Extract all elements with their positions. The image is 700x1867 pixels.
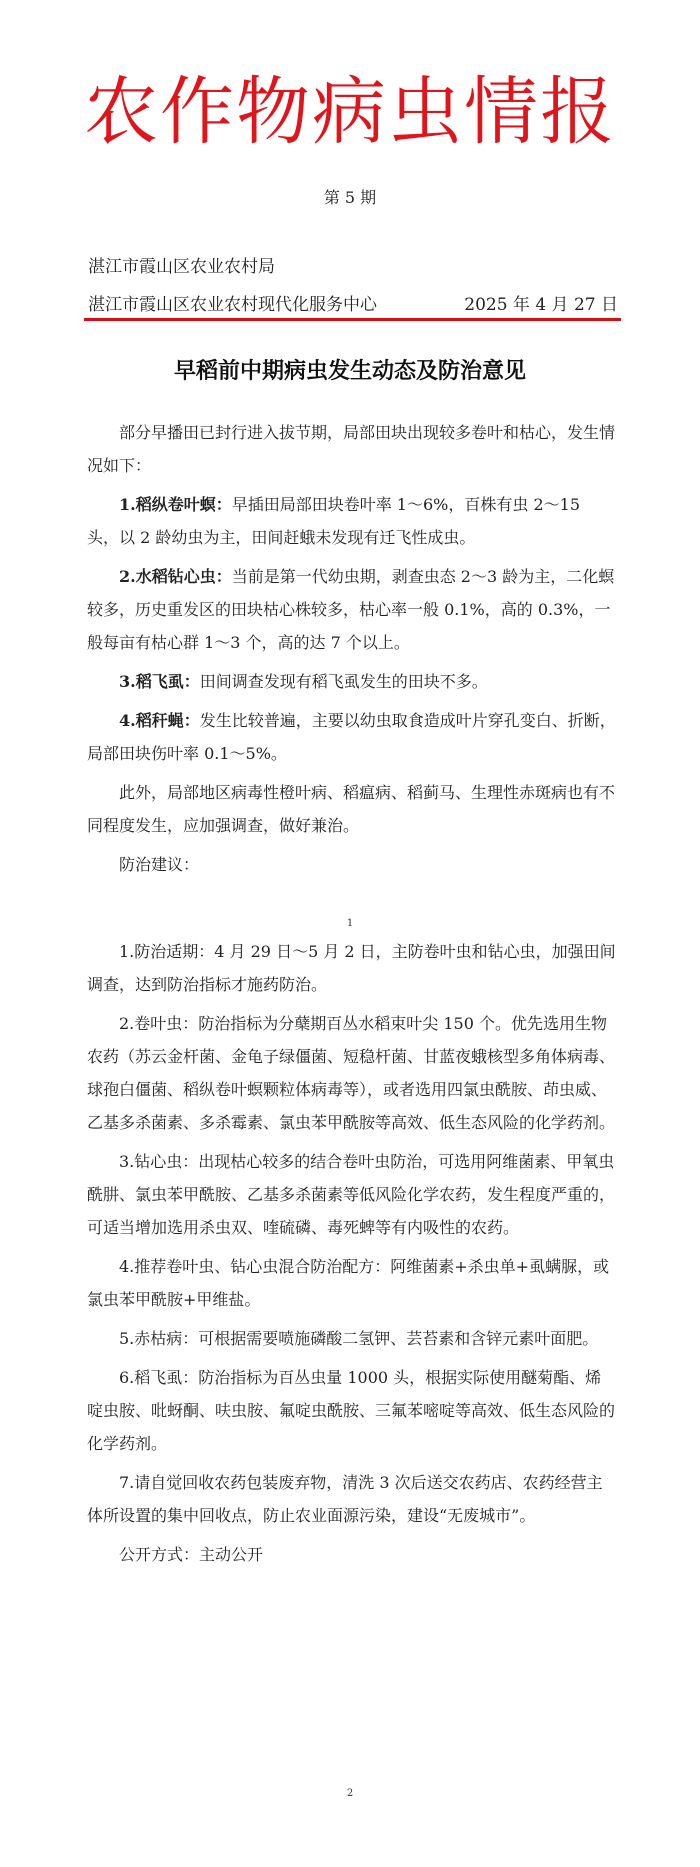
issue-date: 2025 年 4 月 27 日 (464, 295, 618, 315)
issuer-center: 湛江市霞山区农业农村现代化服务中心 (88, 295, 377, 315)
pest-paragraph (87, 560, 617, 659)
pest-paragraph (87, 704, 617, 770)
disclosure-line: 公开方式：主动公开 (119, 1545, 264, 1564)
advice-section (87, 935, 617, 1577)
pest-name: 3.稻飞虱： (119, 672, 200, 691)
pest-paragraph (87, 665, 617, 698)
intro-paragraph: 部分早播田已封行进入拔节期，局部田块出现较多卷叶和枯心，发生情况如下： (87, 423, 616, 475)
pest-paragraph (87, 488, 617, 554)
pest-text: 早插田局部田块卷叶率 1～6%，百株有虫 2～15 头，以 2 龄幼虫为主，田间赶蛾未发现有迁飞性成虫。 (87, 495, 580, 547)
pest-text: 当前是第一代幼虫期，剥查虫态 2～3 龄为主，二化螟较多，历史重发区的田块枯心株较多，枯心率一般 0.1%，高的 0.3%，一般每亩有枯心群 1～3 个，高的达 7 个以上。 (87, 567, 615, 652)
advice-item: 1.防治适期：4 月 29 日～5 月 2 日，主防卷叶虫和钻心虫，加强田间调查，达到防治指标才施药防治。 (87, 942, 616, 994)
issue-number: 第 5 期 (323, 188, 377, 207)
document-title: 早稻前中期病虫发生动态及防治意见 (173, 358, 526, 384)
pest-name: 1.稻纵卷叶螟： (119, 495, 232, 514)
advice-item: 7.请自觉回收农药包装废弃物，清洗 3 次后送交农药店、农药经营主体所设置的集中回收点，防止农业面源污染，建设“无废城市”。 (87, 1473, 603, 1525)
advice-item: 3.钻心虫：出现枯心较多的结合卷叶虫防治，可选用阿维菌素、甲氧虫酰肼、氯虫苯甲酰胺、乙基多杀菌素等低风险化学农药，发生程度严重的，可适当增加选用杀虫双、喹硫磷、毒死蜱等有内吸性的农药。 (87, 1152, 616, 1237)
advice-item: 2.卷叶虫：防治指标为分蘖期百丛水稻束叶尖 150 个。优先选用生物农药（苏云金杆菌、金龟子绿僵菌、短稳杆菌、甘蓝夜蛾核型多角体病毒、球孢白僵菌、稻纵卷叶螟颗粒体病毒等），或者选用四氯虫酰胺、茚虫威、乙基多杀菌素、多杀霉素、氯虫苯甲酰胺等高效、低生态风险的化学药剂。 (87, 1014, 616, 1132)
other-diseases-paragraph: 此外，局部地区病毒性橙叶病、稻瘟病、稻蓟马、生理性赤斑病也有不同程度发生，应加强调查，做好兼治。 (87, 783, 616, 835)
pest-name: 4.稻秆蝇： (119, 711, 200, 730)
page-number-1: 1 (346, 918, 354, 929)
advice-item: 4.推荐卷叶虫、钻心虫混合防治配方：阿维菌素+杀虫单+虱螨脲，或氯虫苯甲酰胺+甲维盐。 (87, 1257, 610, 1309)
issuer-row (88, 292, 618, 318)
issuer-bureau: 湛江市霞山区农业农村局 (88, 257, 275, 277)
page-number-2: 2 (346, 1788, 354, 1799)
report-banner-title: 农作物病虫情报 (84, 69, 616, 155)
advice-item: 5.赤枯病：可根据需要喷施磷酸二氢钾、芸苔素和含锌元素叶面肥。 (119, 1329, 599, 1348)
advice-heading: 防治建议： (119, 855, 200, 874)
pest-name: 2.水稻钻心虫： (119, 567, 232, 586)
situation-section (87, 416, 617, 887)
pest-text: 田间调查发现有稻飞虱发生的田块不多。 (199, 672, 488, 691)
pest-text: 发生比较普遍，主要以幼虫取食造成叶片穿孔变白、折断，局部田块伤叶率 0.1～5%。 (87, 711, 616, 763)
red-divider-line (84, 318, 621, 321)
advice-item: 6.稻飞虱：防治指标为百丛虫量 1000 头，根据实际使用醚菊酯、烯啶虫胺、吡蚜酮、呋虫胺、氟啶虫酰胺、三氟苯嘧啶等高效、低生态风险的化学药剂。 (87, 1368, 616, 1453)
